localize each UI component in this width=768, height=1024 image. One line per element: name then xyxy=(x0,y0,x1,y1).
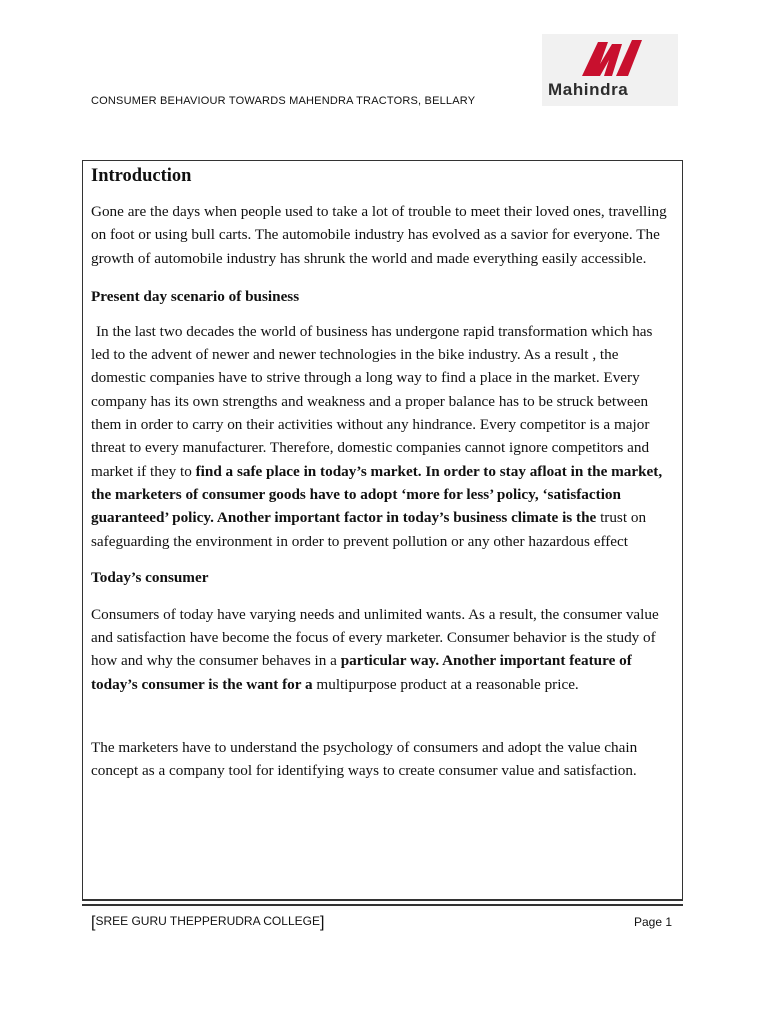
intro-heading: Introduction xyxy=(91,166,192,186)
consumer-text-3: multipurpose product at a reasonable price. xyxy=(316,675,579,693)
footer-college xyxy=(91,914,324,932)
footer-bracket-open: [ xyxy=(91,914,96,931)
logo-wordmark: Mahindra xyxy=(548,80,629,99)
footer-bracket-close: ] xyxy=(319,914,325,931)
scenario-heading: Present day scenario of business xyxy=(91,287,300,305)
footer-college-name: SREE GURU THEPPERUDRA COLLEGE xyxy=(95,914,320,928)
consumer-text-2-bold: particular way. Another important feature of today’s consumer is the want for a xyxy=(91,652,632,693)
consumer-text-1: Consumers of today have varying needs and unlimited wants. As a result, the consumer value and satisfaction have become the focus of every marketer. Consumer behavior is the study of how and why the consumer behaves in a xyxy=(91,605,659,670)
intro-paragraph: Gone are the days when people used to take a lot of trouble to meet their loved ones, travelling on foot or using bull carts. The automobile industry has evolved as a savior for everyone. The growth of automobile industry has shrunk the world and made everything easily accessible. xyxy=(91,203,667,267)
mahindra-m-icon xyxy=(542,34,678,84)
mahindra-logo xyxy=(542,34,678,106)
marketers-paragraph: The marketers have to understand the psychology of consumers and adopt the value chain concept as a company tool for identifying ways to create consumer value and satisfaction. xyxy=(91,739,638,780)
scenario-text-3: trust on safeguarding the environment in order to prevent pollution or any other hazardous effect xyxy=(91,509,647,550)
consumer-paragraph xyxy=(91,603,672,696)
scenario-text-1: In the last two decades the world of business has undergone rapid transformation which has led to the advent of newer and newer technologies in the bike industry. As a result , the domestic companies have to strive through a long way to find a place in the market. Every company has its own strengths and weakness and a proper balance has to be struck between them in order to carry on their activities without any hindrance. Every competitor is a major threat to every manufacturer. Therefore, domestic companies cannot ignore competitors and market if they to xyxy=(91,322,653,480)
page-number: Page 1 xyxy=(634,915,673,929)
footer-divider xyxy=(82,904,683,906)
content-box xyxy=(82,160,683,901)
document-header-title: CONSUMER BEHAVIOUR TOWARDS MAHENDRA TRACTORS, BELLARY xyxy=(91,95,476,107)
scenario-paragraph xyxy=(91,320,672,553)
consumer-heading: Today’s consumer xyxy=(91,568,209,586)
scenario-text-2-bold: find a safe place in today’s market. In order to stay afloat in the market, the marketers of consumer goods have to adopt ‘more for less’ policy, ‘satisfaction guaranteed’ policy. Another important factor in today’s business climate is the xyxy=(91,462,663,527)
